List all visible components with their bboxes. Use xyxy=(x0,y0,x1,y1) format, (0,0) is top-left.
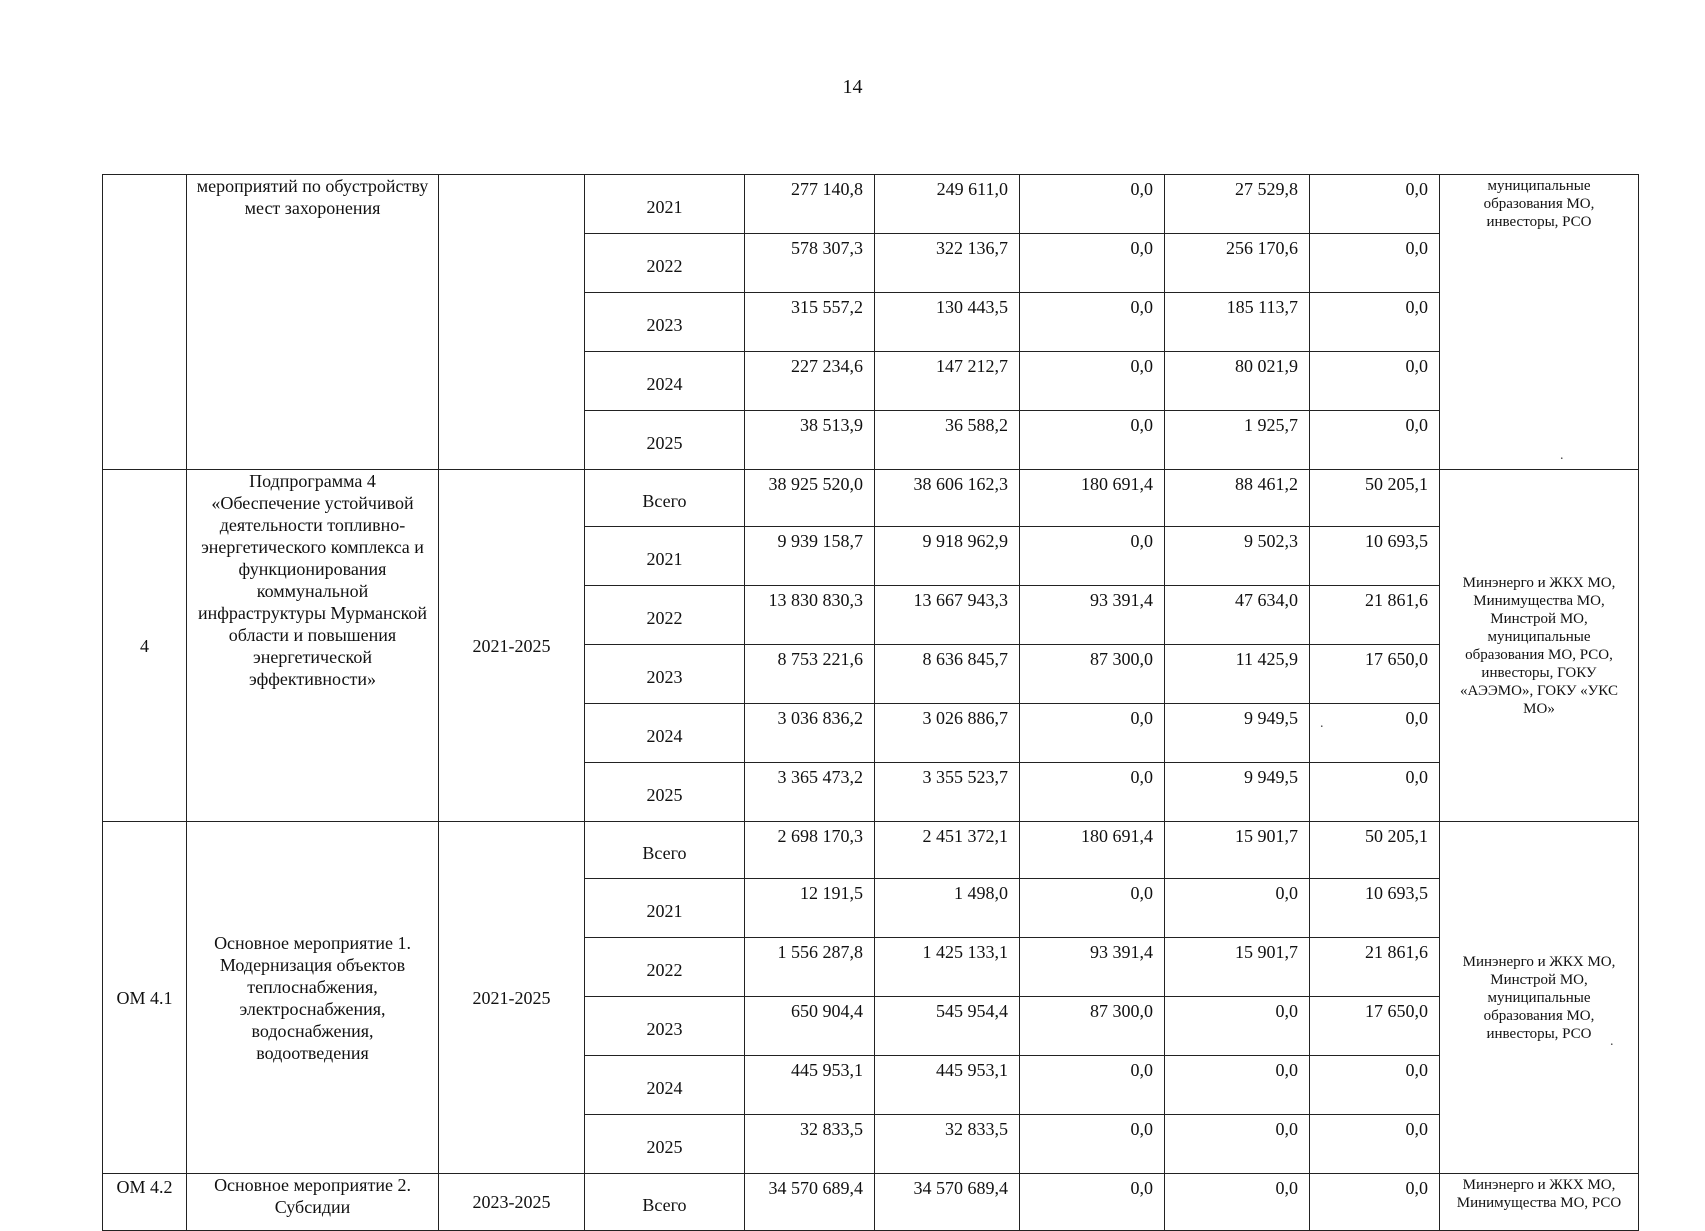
amount-col3: 0,0 xyxy=(1020,175,1165,234)
amount-col4: 185 113,7 xyxy=(1165,293,1310,352)
amount-total: 445 953,1 xyxy=(745,1056,875,1115)
amount-col3: 180 691,4 xyxy=(1020,822,1165,879)
row-code: ОМ 4.2 xyxy=(103,1174,187,1231)
row-period: 2021-2025 xyxy=(439,822,585,1174)
amount-col5: 0,0 xyxy=(1310,1056,1440,1115)
amount-col5: 17 650,0 xyxy=(1310,997,1440,1056)
amount-col2: 545 954,4 xyxy=(875,997,1020,1056)
amount-col2: 1 498,0 xyxy=(875,879,1020,938)
amount-col5: 0,0 xyxy=(1310,234,1440,293)
year-cell: Всего xyxy=(585,1174,745,1231)
amount-col5: 10 693,5 xyxy=(1310,879,1440,938)
row-code: 4 xyxy=(103,470,187,822)
amount-col5: 0,0 xyxy=(1310,411,1440,470)
amount-total: 277 140,8 xyxy=(745,175,875,234)
amount-total: 2 698 170,3 xyxy=(745,822,875,879)
amount-col2: 32 833,5 xyxy=(875,1115,1020,1174)
year-cell: Всего xyxy=(585,822,745,879)
scan-speck: . xyxy=(1320,716,1324,731)
year-cell: 2024 xyxy=(585,704,745,763)
amount-col5: 21 861,6 xyxy=(1310,586,1440,645)
amount-col2: 130 443,5 xyxy=(875,293,1020,352)
year-cell: 2024 xyxy=(585,1056,745,1115)
amount-total: 315 557,2 xyxy=(745,293,875,352)
amount-col5: 50 205,1 xyxy=(1310,822,1440,879)
amount-col4: 0,0 xyxy=(1165,1056,1310,1115)
row-code: ОМ 4.1 xyxy=(103,822,187,1174)
table-row xyxy=(103,175,1639,234)
amount-col3: 0,0 xyxy=(1020,527,1165,586)
year-cell: 2021 xyxy=(585,879,745,938)
amount-col3: 0,0 xyxy=(1020,411,1165,470)
amount-col2: 2 451 372,1 xyxy=(875,822,1020,879)
amount-total: 3 036 836,2 xyxy=(745,704,875,763)
amount-col4: 11 425,9 xyxy=(1165,645,1310,704)
row-period xyxy=(439,175,585,470)
amount-total: 227 234,6 xyxy=(745,352,875,411)
amount-total: 9 939 158,7 xyxy=(745,527,875,586)
amount-col3: 0,0 xyxy=(1020,1174,1165,1231)
year-cell: 2023 xyxy=(585,293,745,352)
amount-col4: 0,0 xyxy=(1165,1115,1310,1174)
amount-col4: 0,0 xyxy=(1165,997,1310,1056)
amount-col2: 249 611,0 xyxy=(875,175,1020,234)
amount-col5: 0,0 xyxy=(1310,175,1440,234)
row-name: мероприятий по обустройству мест захоронения xyxy=(187,175,439,470)
year-cell: 2022 xyxy=(585,586,745,645)
row-period: 2023-2025 xyxy=(439,1174,585,1231)
amount-total: 34 570 689,4 xyxy=(745,1174,875,1231)
amount-col4: 15 901,7 xyxy=(1165,822,1310,879)
year-cell: 2023 xyxy=(585,645,745,704)
amount-col3: 87 300,0 xyxy=(1020,997,1165,1056)
amount-total: 3 365 473,2 xyxy=(745,763,875,822)
row-name: Основное мероприятие 1. Модернизация объектов теплоснабжения, электроснабжения, водоснабжения, водоотведения xyxy=(187,822,439,1174)
amount-total: 1 556 287,8 xyxy=(745,938,875,997)
amount-col5: 0,0 xyxy=(1310,704,1440,763)
amount-col4: 15 901,7 xyxy=(1165,938,1310,997)
row-name: Подпрограмма 4 «Обеспечение устойчивой деятельности топливно-энергетического комплекса и функционирования коммунальной инфраструктуры Мурманской области и повышения энергетической эффективности» xyxy=(187,470,439,822)
amount-col2: 445 953,1 xyxy=(875,1056,1020,1115)
amount-col2: 38 606 162,3 xyxy=(875,470,1020,527)
year-cell: 2024 xyxy=(585,352,745,411)
amount-col3: 0,0 xyxy=(1020,1115,1165,1174)
year-cell: 2023 xyxy=(585,997,745,1056)
year-cell: 2021 xyxy=(585,175,745,234)
amount-col4: 47 634,0 xyxy=(1165,586,1310,645)
year-cell: Всего xyxy=(585,470,745,527)
amount-col2: 34 570 689,4 xyxy=(875,1174,1020,1231)
amount-col5: 0,0 xyxy=(1310,293,1440,352)
amount-col5: 0,0 xyxy=(1310,1174,1440,1231)
amount-col5: 17 650,0 xyxy=(1310,645,1440,704)
amount-col3: 87 300,0 xyxy=(1020,645,1165,704)
amount-col4: 1 925,7 xyxy=(1165,411,1310,470)
table-row xyxy=(103,822,1639,879)
amount-col3: 180 691,4 xyxy=(1020,470,1165,527)
amount-col3: 0,0 xyxy=(1020,234,1165,293)
row-period: 2021-2025 xyxy=(439,470,585,822)
amount-col4: 9 502,3 xyxy=(1165,527,1310,586)
amount-col4: 88 461,2 xyxy=(1165,470,1310,527)
table-row xyxy=(103,470,1639,527)
amount-col3: 0,0 xyxy=(1020,704,1165,763)
amount-total: 13 830 830,3 xyxy=(745,586,875,645)
amount-col2: 36 588,2 xyxy=(875,411,1020,470)
amount-col2: 9 918 962,9 xyxy=(875,527,1020,586)
amount-col4: 0,0 xyxy=(1165,879,1310,938)
amount-col3: 0,0 xyxy=(1020,293,1165,352)
amount-col2: 147 212,7 xyxy=(875,352,1020,411)
amount-col3: 0,0 xyxy=(1020,1056,1165,1115)
amount-col5: 0,0 xyxy=(1310,763,1440,822)
year-cell: 2025 xyxy=(585,1115,745,1174)
amount-col2: 1 425 133,1 xyxy=(875,938,1020,997)
amount-col4: 80 021,9 xyxy=(1165,352,1310,411)
financing-table xyxy=(102,174,1639,1231)
amount-col3: 0,0 xyxy=(1020,763,1165,822)
amount-col2: 3 026 886,7 xyxy=(875,704,1020,763)
amount-col4: 0,0 xyxy=(1165,1174,1310,1231)
year-cell: 2025 xyxy=(585,763,745,822)
amount-col3: 93 391,4 xyxy=(1020,938,1165,997)
amount-col4: 9 949,5 xyxy=(1165,704,1310,763)
table-body xyxy=(103,175,1639,1231)
row-executors: Минэнерго и ЖКХ МО, Минимущества МО, РСО xyxy=(1440,1174,1639,1231)
row-code xyxy=(103,175,187,470)
amount-col3: 93 391,4 xyxy=(1020,586,1165,645)
row-executors: Минэнерго и ЖКХ МО, Минстрой МО, муниципальные образования МО, инвесторы, РСО xyxy=(1440,822,1639,1174)
scan-speck: . xyxy=(1610,1034,1614,1049)
amount-col5: 10 693,5 xyxy=(1310,527,1440,586)
amount-total: 12 191,5 xyxy=(745,879,875,938)
amount-col2: 8 636 845,7 xyxy=(875,645,1020,704)
table-row xyxy=(103,1174,1639,1231)
year-cell: 2022 xyxy=(585,234,745,293)
amount-col5: 21 861,6 xyxy=(1310,938,1440,997)
amount-col5: 50 205,1 xyxy=(1310,470,1440,527)
amount-col3: 0,0 xyxy=(1020,879,1165,938)
scan-speck: . xyxy=(1560,448,1564,463)
amount-col4: 27 529,8 xyxy=(1165,175,1310,234)
amount-col2: 13 667 943,3 xyxy=(875,586,1020,645)
year-cell: 2022 xyxy=(585,938,745,997)
amount-col3: 0,0 xyxy=(1020,352,1165,411)
year-cell: 2025 xyxy=(585,411,745,470)
amount-col5: 0,0 xyxy=(1310,1115,1440,1174)
amount-total: 38 513,9 xyxy=(745,411,875,470)
row-name: Основное мероприятие 2. Субсидии xyxy=(187,1174,439,1231)
year-cell: 2021 xyxy=(585,527,745,586)
row-executors: муниципальные образования МО, инвесторы, РСО xyxy=(1440,175,1639,470)
page-number: 14 xyxy=(842,76,863,98)
amount-col4: 9 949,5 xyxy=(1165,763,1310,822)
amount-col2: 322 136,7 xyxy=(875,234,1020,293)
amount-total: 650 904,4 xyxy=(745,997,875,1056)
amount-col4: 256 170,6 xyxy=(1165,234,1310,293)
amount-total: 38 925 520,0 xyxy=(745,470,875,527)
amount-total: 578 307,3 xyxy=(745,234,875,293)
row-executors: Минэнерго и ЖКХ МО, Минимущества МО, Минстрой МО, муниципальные образования МО, РСО, инвесторы, ГОКУ «АЭЭМО», ГОКУ «УКС МО» xyxy=(1440,470,1639,822)
amount-total: 32 833,5 xyxy=(745,1115,875,1174)
amount-col2: 3 355 523,7 xyxy=(875,763,1020,822)
amount-col5: 0,0 xyxy=(1310,352,1440,411)
amount-total: 8 753 221,6 xyxy=(745,645,875,704)
